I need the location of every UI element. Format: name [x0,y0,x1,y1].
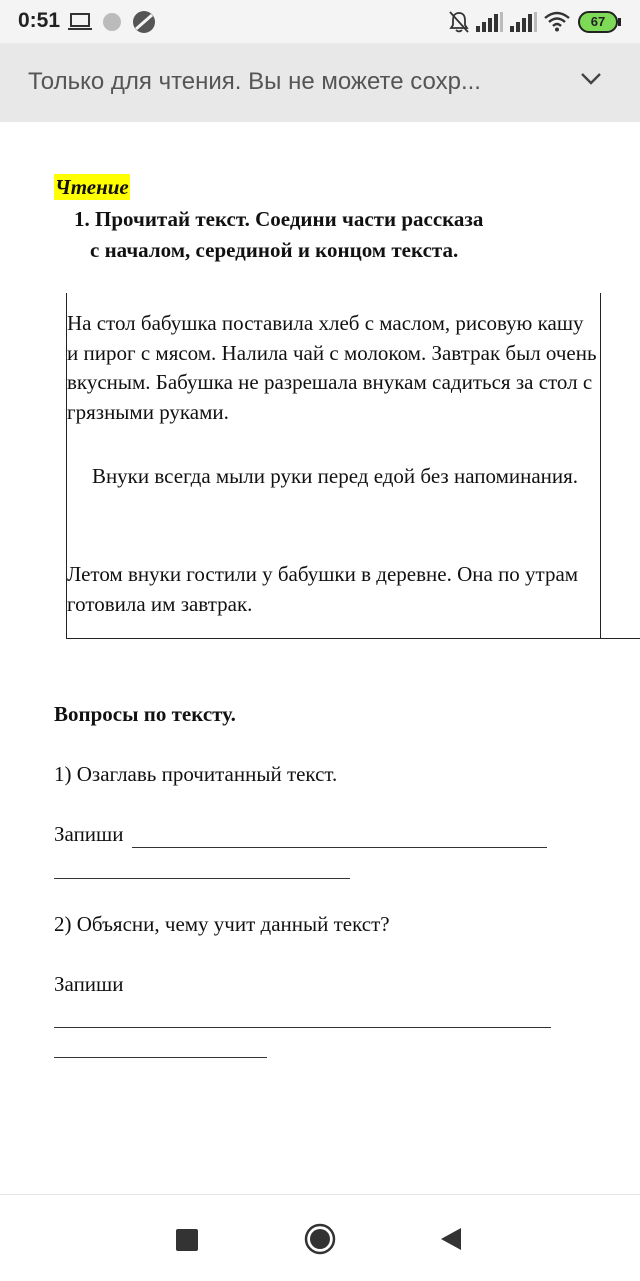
status-time: 0:51 [18,9,61,32]
table-border-bottom [66,638,640,639]
signal-icon [510,12,538,32]
home-circle-icon[interactable] [304,1223,336,1255]
write-label-2: Запиши [54,972,124,996]
table-cell-ending: На стол бабушка поставила хлеб с маслом, рисовую кашу и пирог с мясом. Налила чай с молоком. Завтрак был очень вкусным. Бабушка не разрешала внукам садиться за стол с грязными руками. [67,311,597,424]
status-bar [0,0,640,44]
write-label-1: Запиши [54,822,124,846]
battery-level: 67 [590,14,606,29]
signal-icon [476,12,504,32]
chevron-down-icon[interactable] [580,72,602,86]
square-icon[interactable] [176,1229,198,1251]
battery-icon [578,11,622,33]
task-line-2: с началом, серединой и концом текста. [90,238,459,262]
circle-icon [102,12,122,32]
answer-line [132,847,547,848]
table-cell-middle: Внуки всегда мыли руки перед едой без напоминания. [91,464,579,488]
answer-line [54,878,350,879]
wifi-icon [544,10,570,32]
questions-heading: Вопросы по тексту. [54,702,236,726]
mute-icon [448,10,470,34]
answer-line [54,1027,551,1028]
answer-line [54,1057,267,1058]
section-title: Чтение [55,175,129,199]
table-border-right [600,293,601,639]
back-triangle-icon[interactable] [440,1227,462,1251]
globe-icon [132,10,156,34]
table-cell-beginning: Летом внуки гостили у бабушки в деревне. Она по утрам готовила им завтрак. [67,562,579,616]
read-only-banner[interactable] [0,44,640,122]
navigation-bar [0,1194,640,1281]
task-line-1: 1. Прочитай текст. Соедини части рассказа [74,207,484,231]
question-1: 1) Озаглавь прочитанный текст. [54,762,338,786]
laptop-icon [68,13,92,31]
task-instruction [74,204,594,266]
question-2: 2) Объясни, чему учит данный текст? [54,912,390,936]
document-page [0,122,640,1194]
banner-text: Только для чтения. Вы не можете сохр... [28,68,481,95]
